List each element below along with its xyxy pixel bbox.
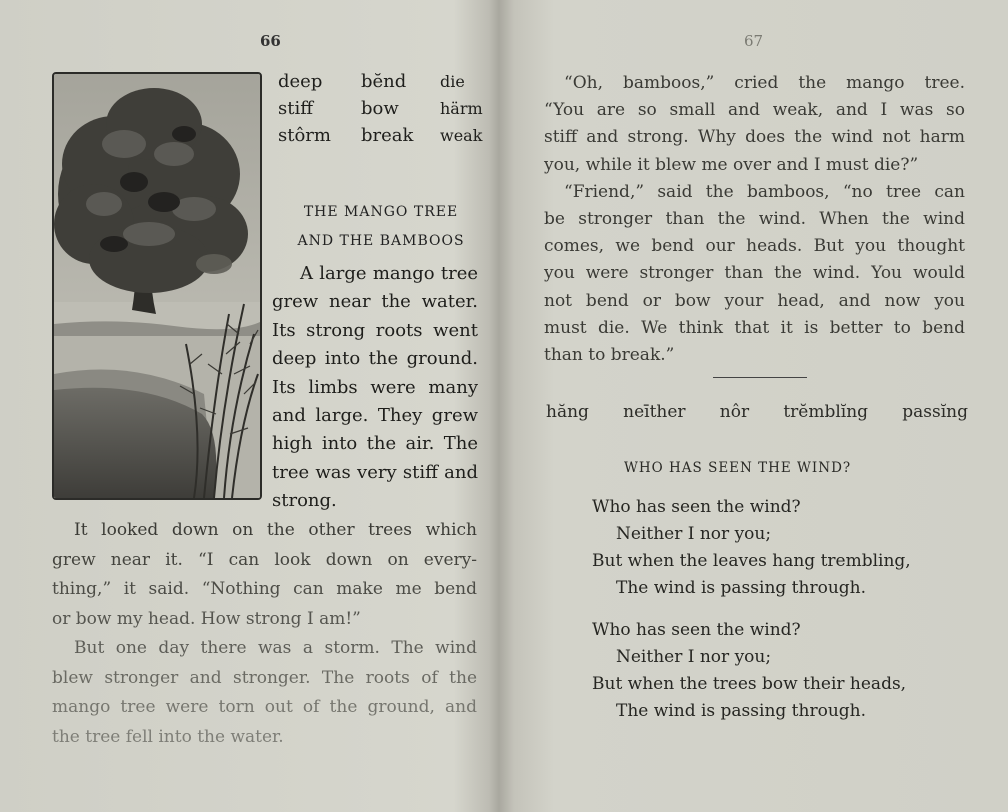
poem-line: But when the leaves hang trembling, <box>592 551 911 571</box>
vocab-word: trĕmblĭng <box>783 402 869 422</box>
vocab-word: härm <box>440 99 483 118</box>
story-title <box>272 198 490 256</box>
poem-line: But when the trees bow their heads, <box>592 674 907 694</box>
vocab-word: bĕnd <box>361 71 407 92</box>
story-paragraphs-2-3 <box>52 516 477 752</box>
poem-line: The wind is passing through. <box>616 578 867 598</box>
page-number-left: 66 <box>260 32 281 50</box>
text-line: But one day there was a storm. The wind <box>74 638 477 658</box>
vocab-word: nôr <box>719 402 750 422</box>
poem-stanza <box>592 494 911 602</box>
story-title-line: THE MANGO TREE <box>303 204 459 220</box>
vocab-word: stôrm <box>278 125 331 146</box>
text-line: high into the air. The <box>272 433 478 455</box>
text-line: “Oh, bamboos,” cried the mango tree. <box>564 73 965 93</box>
text-line: mango tree were torn out of the ground, and <box>52 697 477 717</box>
text-line: must die. We think that it is better to bend <box>544 317 965 338</box>
right-page <box>506 0 1008 812</box>
vocab-word: weak <box>440 126 483 145</box>
section-divider <box>713 377 807 378</box>
text-line: grew near the water. <box>272 291 478 313</box>
text-line: deep into the ground. <box>272 348 478 370</box>
poem-line: Who has seen the wind? <box>592 620 801 640</box>
vocab-word: stiff <box>278 98 314 119</box>
text-line: blew stronger and stronger. The roots of the <box>52 667 477 688</box>
story-paragraph-1 <box>272 260 478 516</box>
text-line: “You are so small and weak, and I was so <box>544 100 965 121</box>
text-line: grew near it. “I can look down on every- <box>52 549 477 570</box>
page-number-right: 67 <box>744 32 764 50</box>
text-line: Its limbs were many <box>272 376 478 398</box>
text-line: the tree fell into the water. <box>52 726 284 747</box>
text-line: thing,” it said. “Nothing can make me bend <box>52 579 477 599</box>
text-line: Its strong roots went <box>272 319 478 341</box>
text-line: A large mango tree <box>300 263 478 284</box>
poem-line: Neither I nor you; <box>616 524 772 544</box>
text-line: tree was very stiff and <box>272 461 478 483</box>
vocab-word: bow <box>361 98 399 119</box>
poem-title: WHO HAS SEEN THE WIND? <box>624 460 852 476</box>
text-line: and large. They grew <box>272 405 478 427</box>
vocab-word: die <box>440 72 465 91</box>
poem-line: The wind is passing through. <box>616 701 867 721</box>
text-line: “Friend,” said the bamboos, “no tree can <box>564 181 965 202</box>
mango-tree-illustration <box>52 72 262 500</box>
story-continuation <box>544 70 965 369</box>
poem-line: Who has seen the wind? <box>592 497 801 517</box>
poem-line: Neither I nor you; <box>616 647 772 667</box>
vocab-word: neīther <box>623 402 686 422</box>
text-line: be stronger than the wind. When the wind <box>544 209 965 230</box>
text-line: you, while it blew me over and I must die?” <box>544 154 919 175</box>
text-line: not bend or bow your head, and now you <box>544 290 965 311</box>
story-title-line: AND THE BAMBOOS <box>297 233 465 249</box>
text-line: strong. <box>272 490 337 512</box>
poem <box>592 494 911 740</box>
text-line: comes, we bend our heads. But you thought <box>544 236 965 257</box>
vocabulary-list-right <box>546 402 968 422</box>
poem-stanza <box>592 617 911 725</box>
left-page <box>0 0 494 812</box>
vocab-word: hăng <box>546 402 589 422</box>
vocab-word: deep <box>278 71 323 92</box>
vocab-word: passĭng <box>902 402 968 422</box>
text-line: you were stronger than the wind. You would <box>544 263 965 284</box>
text-line: It looked down on the other trees which <box>74 520 477 540</box>
text-line: than to break.” <box>544 345 675 366</box>
vocab-word: break <box>361 125 414 146</box>
text-line: or bow my head. How strong I am!” <box>52 608 361 629</box>
text-line: stiff and strong. Why does the wind not harm <box>544 127 965 148</box>
